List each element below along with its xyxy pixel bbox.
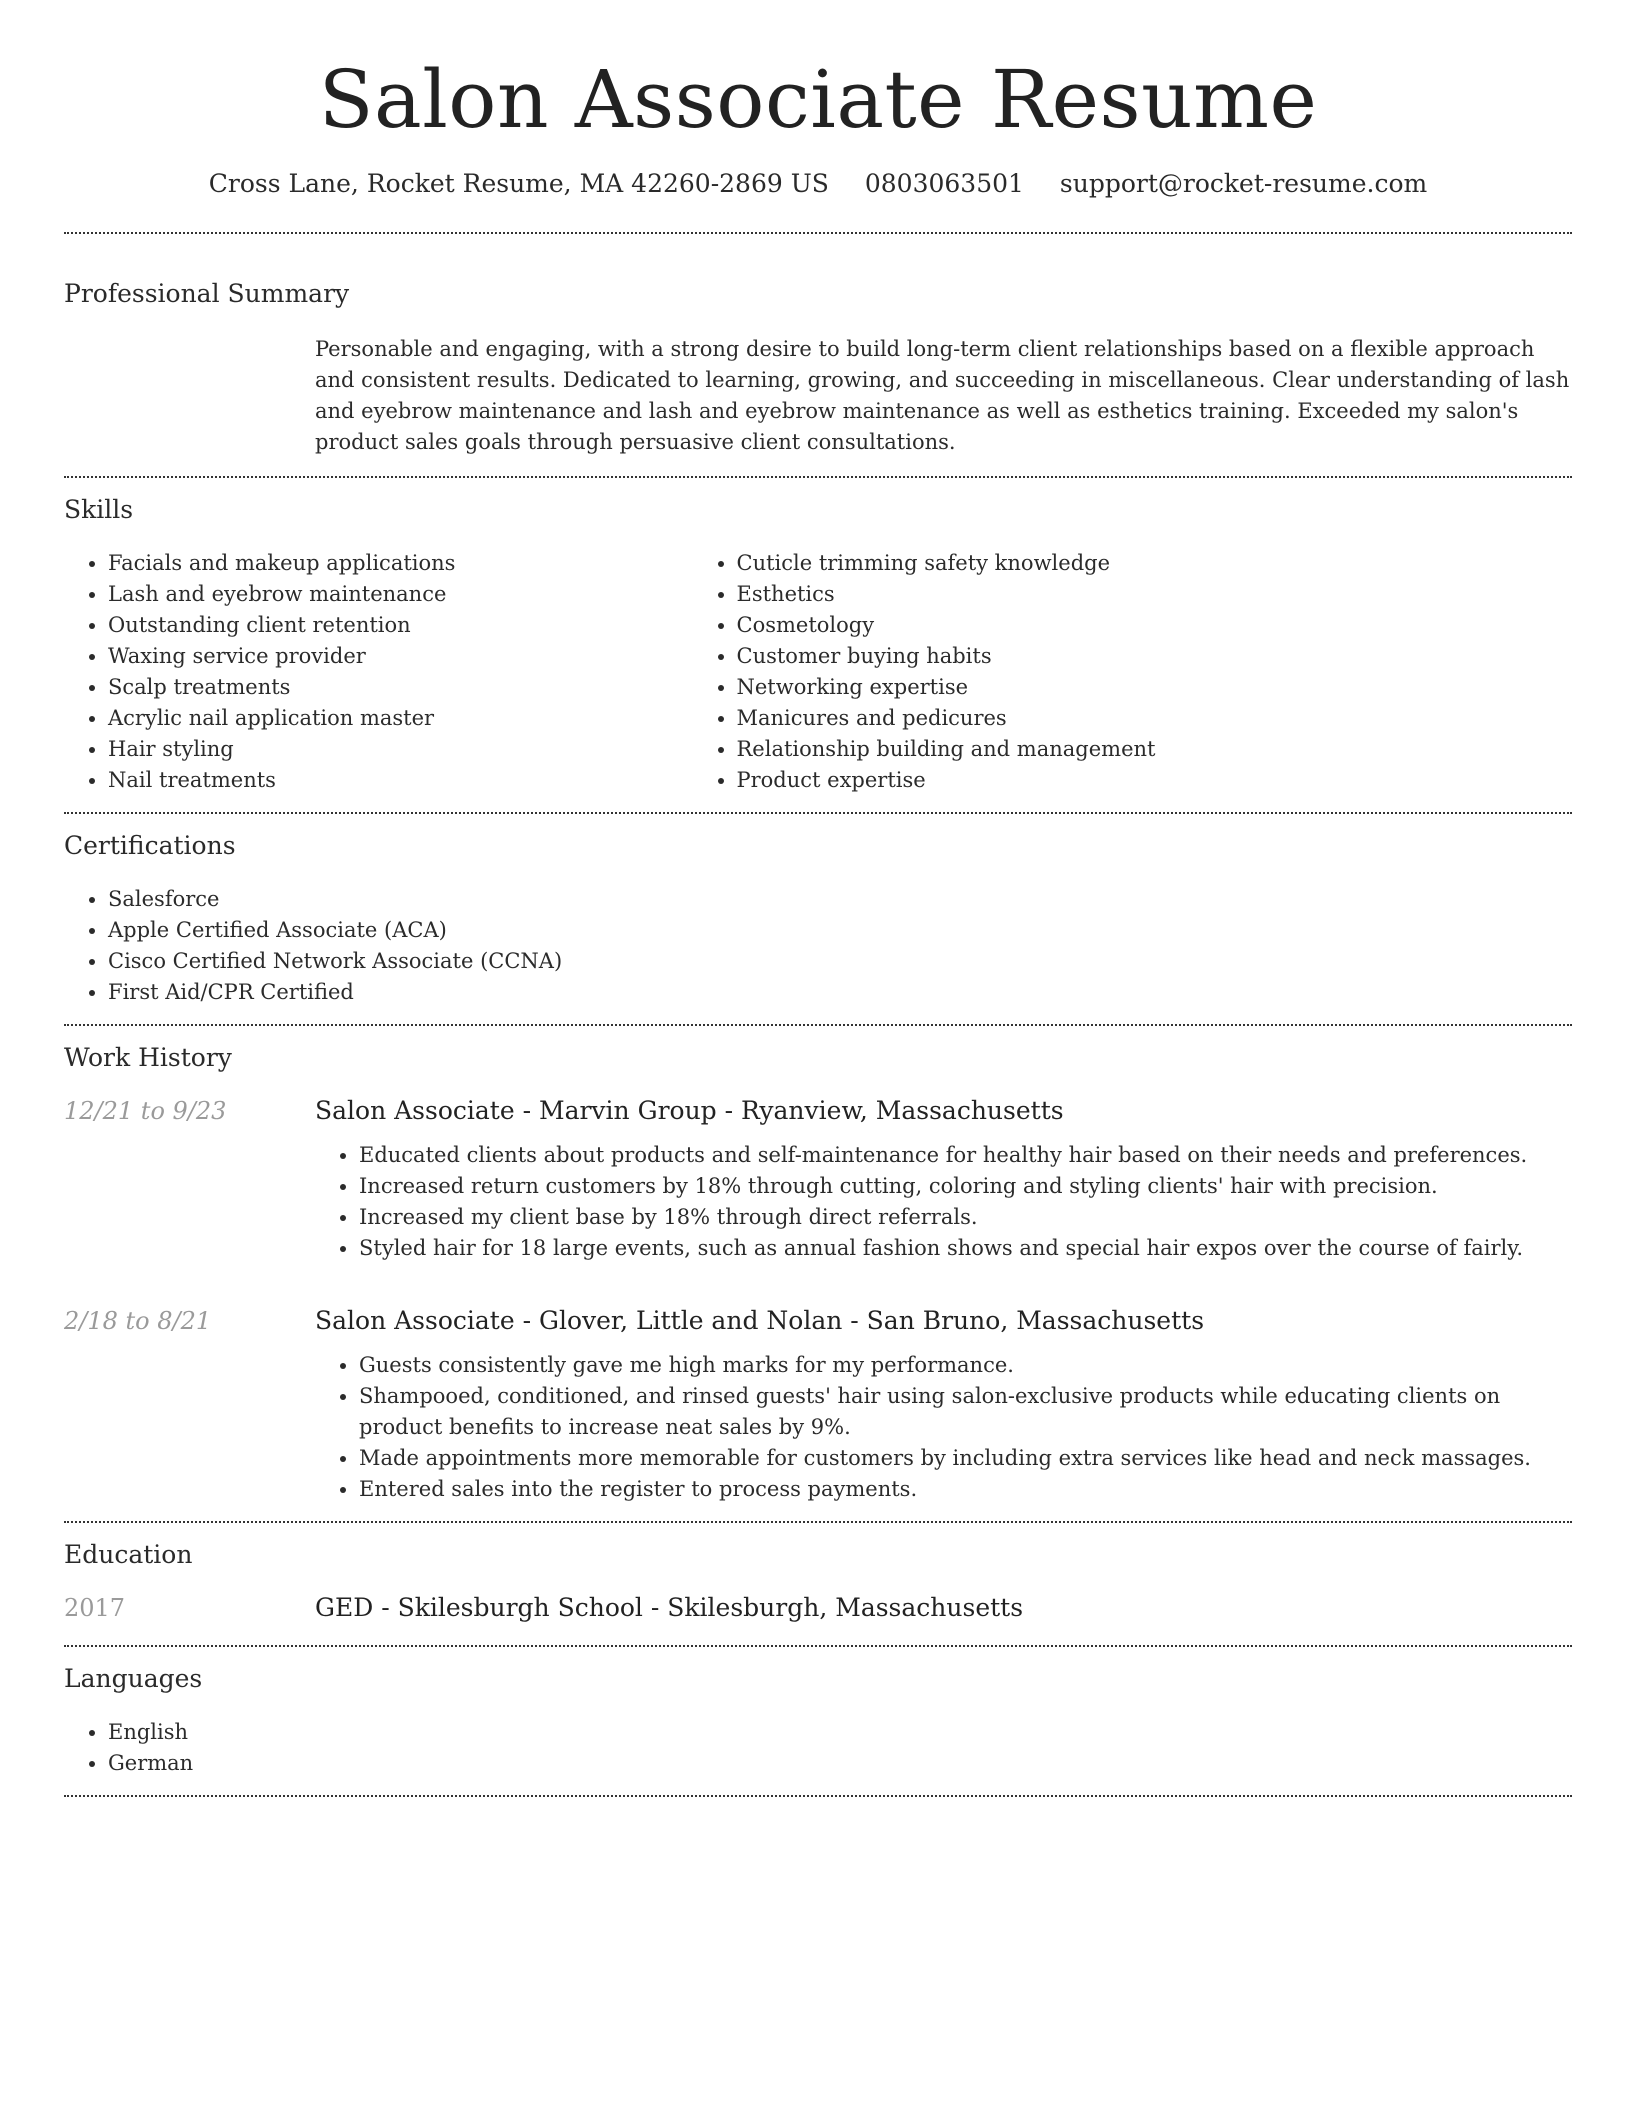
job-bullet: • Shampooed, conditioned, and rinsed guests' hair using salon-exclusive products while educating clients on product benefits to increase neat sales by 9%.: [359, 1381, 1572, 1443]
job-title: Salon Associate - Glover, Little and Nolan - San Bruno, Massachusetts: [315, 1306, 1205, 1335]
job-bullet: • Increased return customers by 18% through cutting, coloring and styling clients' hair with precision.: [359, 1171, 1572, 1202]
skill-item: • Cuticle trimming safety knowledge: [737, 548, 1322, 579]
skill-item: • Facials and makeup applications: [108, 548, 693, 579]
languages-section: [64, 1647, 1572, 1779]
resume-title: Salon Associate Resume: [318, 53, 1318, 146]
education-entry: [64, 1591, 1572, 1625]
skill-item: • Scalp treatments: [108, 672, 693, 703]
summary-section: [64, 234, 1572, 458]
skills-section: [64, 478, 1572, 796]
skill-item: • Product expertise: [737, 765, 1322, 796]
skill-item: • Outstanding client retention: [108, 610, 693, 641]
education-section: [64, 1523, 1572, 1645]
contact-address: Cross Lane, Rocket Resume, MA 42260-2869 US: [208, 169, 829, 198]
skill-item: • Nail treatments: [108, 765, 693, 796]
skills-list-right: [693, 548, 1322, 796]
job-bullet: • Styled hair for 18 large events, such as annual fashion shows and special hair expos over the course of fairly.: [359, 1233, 1572, 1264]
job-bullets: [315, 1350, 1572, 1505]
certification-item: • Salesforce: [108, 884, 1321, 915]
job-bullets: [315, 1140, 1572, 1264]
certifications-list: [64, 884, 1321, 1008]
job-bullet: • Educated clients about products and self-maintenance for healthy hair based on their needs and preferences.: [359, 1140, 1572, 1171]
skill-item: • Waxing service provider: [108, 641, 693, 672]
work-history-section: [64, 1026, 1572, 1521]
certification-item: • Apple Certified Associate (ACA): [108, 915, 1321, 946]
certifications-section: [64, 814, 1572, 1008]
job-dates: 12/21 to 9/23: [64, 1097, 227, 1125]
languages-list: [64, 1717, 1321, 1779]
resume-page: [64, 0, 1572, 1797]
skills-list-left: [64, 548, 693, 796]
job-bullet: • Increased my client base by 18% through direct referrals.: [359, 1202, 1572, 1233]
skill-item: • Acrylic nail application master: [108, 703, 693, 734]
job-dates: 2/18 to 8/21: [64, 1307, 212, 1335]
job-entry: [64, 1304, 1572, 1505]
languages-heading: Languages: [64, 1664, 203, 1693]
skill-item: • Manicures and pedicures: [737, 703, 1322, 734]
skill-item: • Lash and eyebrow maintenance: [108, 579, 693, 610]
skill-item: • Networking expertise: [737, 672, 1322, 703]
language-item: • German: [108, 1748, 1321, 1779]
summary-heading: Professional Summary: [64, 279, 350, 308]
job-bullet: • Made appointments more memorable for customers by including extra services like head and neck massages.: [359, 1443, 1572, 1474]
work-history-heading: Work History: [64, 1043, 232, 1072]
job-bullet: • Guests consistently gave me high marks for my performance.: [359, 1350, 1572, 1381]
job-entry: [64, 1094, 1572, 1264]
certifications-heading: Certifications: [64, 831, 236, 860]
job-bullet: • Entered sales into the register to process payments.: [359, 1474, 1572, 1505]
language-item: • English: [108, 1717, 1321, 1748]
education-title: GED - Skilesburgh School - Skilesburgh, Massachusetts: [315, 1593, 1024, 1622]
job-title: Salon Associate - Marvin Group - Ryanview, Massachusetts: [315, 1096, 1064, 1125]
skill-item: • Esthetics: [737, 579, 1322, 610]
skill-item: • Customer buying habits: [737, 641, 1322, 672]
skill-item: • Relationship building and management: [737, 734, 1322, 765]
certification-item: • Cisco Certified Network Associate (CCNA): [108, 946, 1321, 977]
skill-item: • Hair styling: [108, 734, 693, 765]
skills-heading: Skills: [64, 495, 134, 524]
education-year: 2017: [64, 1594, 126, 1622]
skill-item: • Cosmetology: [737, 610, 1322, 641]
contact-phone: 0803063501: [864, 169, 1024, 198]
section-divider: [64, 1795, 1572, 1797]
education-heading: Education: [64, 1540, 193, 1569]
certification-item: • First Aid/CPR Certified: [108, 977, 1321, 1008]
contact-email: support@rocket-resume.com: [1059, 169, 1428, 198]
summary-text: Personable and engaging, with a strong desire to build long-term client relationships based on a flexible approach and consistent results. Dedicated to learning, growing, and succeeding in miscellaneous. Clear understanding of lash and eyebrow maintenance and lash and eyebrow maintenance as well as esthetics training. Exceeded my salon's product sales goals through persuasive client consultations.: [315, 337, 1570, 454]
contact-line: [64, 168, 1572, 200]
